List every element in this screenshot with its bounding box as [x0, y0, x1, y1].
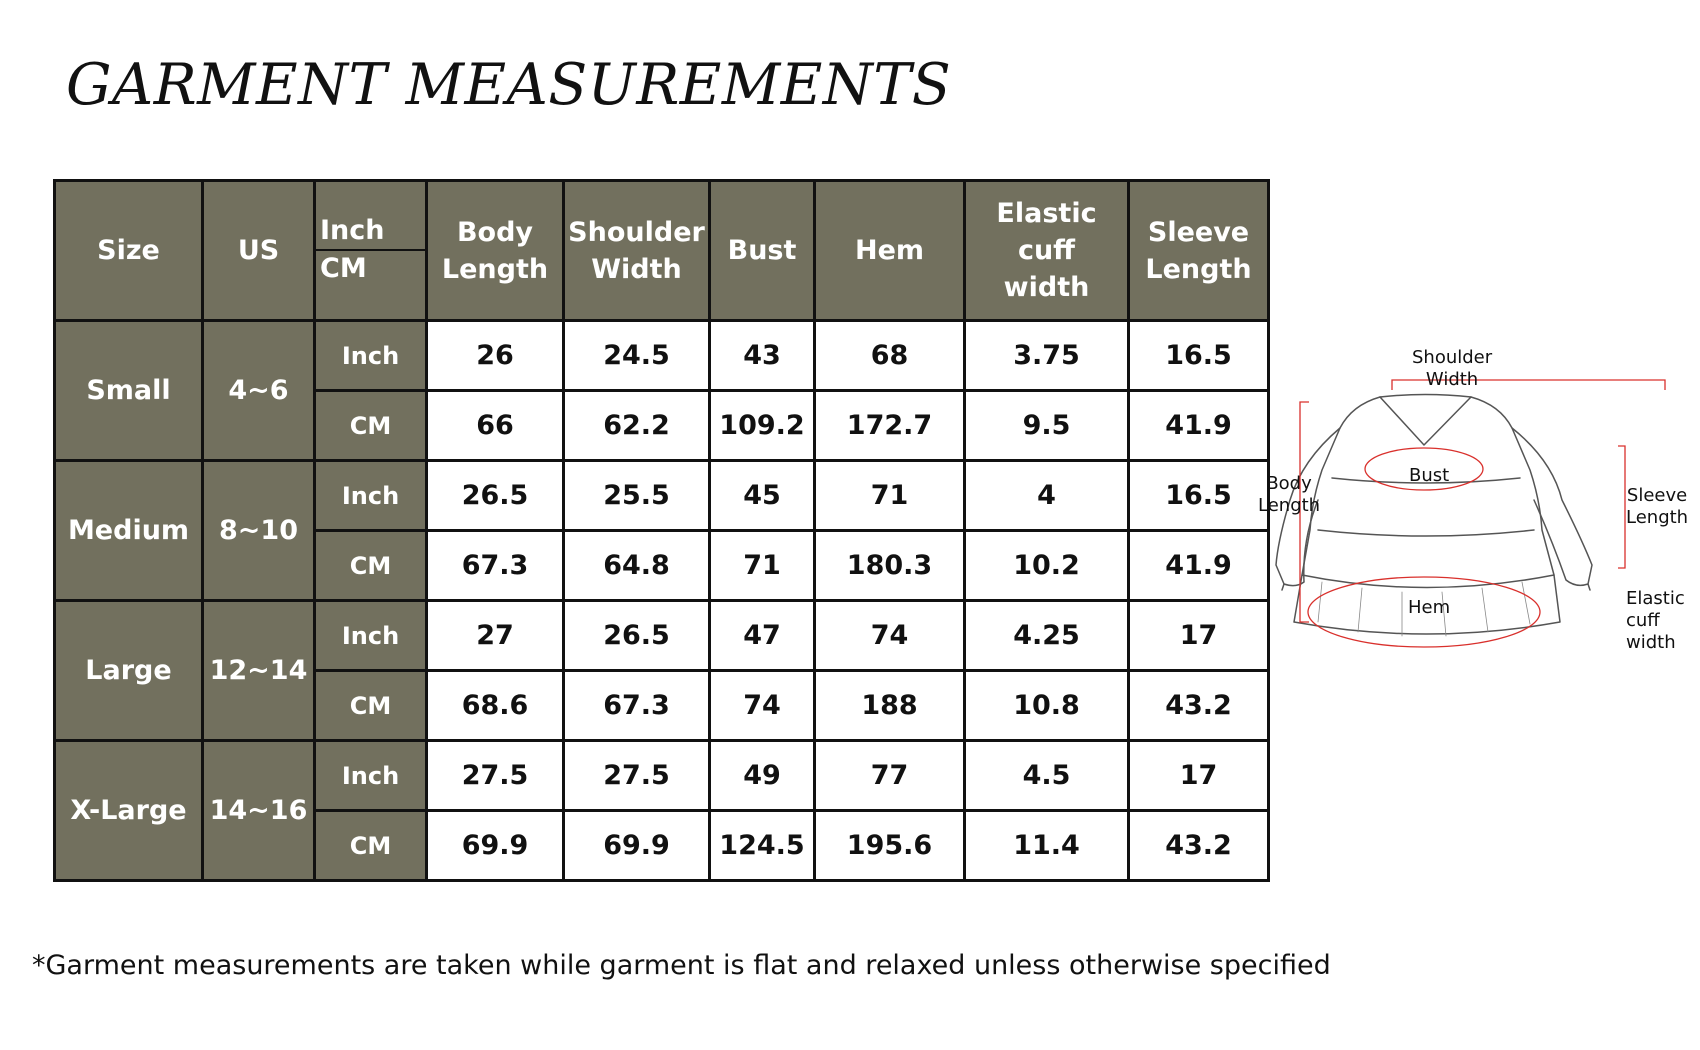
shoulder-width-value: 64.8 [564, 531, 710, 601]
body-length-value: 67.3 [427, 531, 564, 601]
bust-value: 124.5 [710, 811, 815, 881]
shoulder-width-value: 62.2 [564, 391, 710, 461]
body-length-value: 68.6 [427, 671, 564, 741]
shoulder-width-value: 25.5 [564, 461, 710, 531]
size-name: Medium [55, 461, 203, 601]
us-size: 14~16 [203, 741, 315, 881]
elastic-cuff-value: 9.5 [965, 391, 1129, 461]
header-bust: Bust [710, 181, 815, 321]
header-text: Sleeve [1147, 216, 1250, 248]
bust-value: 45 [710, 461, 815, 531]
unit-label: Inch [315, 321, 427, 391]
unit-label: CM [315, 531, 427, 601]
hem-value: 172.7 [815, 391, 965, 461]
elastic-cuff-value: 3.75 [965, 321, 1129, 391]
bust-value: 71 [710, 531, 815, 601]
header-text: width [1003, 272, 1090, 303]
header-elastic-cuff-width [965, 181, 1129, 321]
diagram-label-shoulder-width [1412, 347, 1492, 391]
sleeve-length-value: 41.9 [1129, 391, 1269, 461]
body-length-value: 66 [427, 391, 564, 461]
table-row [55, 461, 1269, 531]
unit-label: Inch [315, 741, 427, 811]
sleeve-length-value: 17 [1129, 601, 1269, 671]
elastic-cuff-value: 4.25 [965, 601, 1129, 671]
bust-value: 47 [710, 601, 815, 671]
header-hem: Hem [815, 181, 965, 321]
header-sleeve-length [1129, 181, 1269, 321]
elastic-cuff-value: 4 [965, 461, 1129, 531]
body-length-value: 26.5 [427, 461, 564, 531]
diagram-label-sleeve-length [1626, 485, 1688, 529]
bust-value: 109.2 [710, 391, 815, 461]
sleeve-length-value: 17 [1129, 741, 1269, 811]
sleeve-length-value: 16.5 [1129, 321, 1269, 391]
bust-value: 74 [710, 671, 815, 741]
unit-label: Inch [315, 461, 427, 531]
size-name: X-Large [55, 741, 203, 881]
bust-value: 43 [710, 321, 815, 391]
header-size: Size [55, 181, 203, 321]
body-length-value: 27 [427, 601, 564, 671]
size-chart-table [53, 179, 1270, 882]
elastic-cuff-value: 11.4 [965, 811, 1129, 881]
table-row [55, 321, 1269, 391]
header-text: Shoulder [568, 216, 705, 248]
sleeve-length-value: 16.5 [1129, 461, 1269, 531]
header-unit [315, 181, 427, 321]
size-name: Small [55, 321, 203, 461]
diagram-label-line: cuff [1626, 610, 1660, 631]
diagram-label-elastic-cuff-width [1626, 588, 1685, 654]
hem-value: 188 [815, 671, 965, 741]
elastic-cuff-value: 4.5 [965, 741, 1129, 811]
diagram-label-line: Length [1258, 495, 1321, 516]
header-body-length [427, 181, 564, 321]
sleeve-length-value: 43.2 [1129, 811, 1269, 881]
diagram-label-line: Shoulder [1412, 347, 1493, 368]
footnote: *Garment measurements are taken while garment is flat and relaxed unless otherwise specified [32, 950, 1331, 981]
shoulder-width-value: 69.9 [564, 811, 710, 881]
sleeve-length-value: 41.9 [1129, 531, 1269, 601]
shoulder-width-value: 24.5 [564, 321, 710, 391]
header-text: Body [456, 216, 534, 248]
header-us: US [203, 181, 315, 321]
size-name: Large [55, 601, 203, 741]
header-text: Width [591, 253, 682, 285]
diagram-label-body-length [1258, 473, 1320, 517]
header-text: Length [1145, 253, 1252, 285]
unit-label: CM [315, 671, 427, 741]
body-length-value: 27.5 [427, 741, 564, 811]
header-row [55, 181, 1269, 321]
hem-value: 71 [815, 461, 965, 531]
unit-label: Inch [315, 601, 427, 671]
hem-value: 77 [815, 741, 965, 811]
diagram-label-line: width [1626, 632, 1676, 653]
unit-label: CM [315, 391, 427, 461]
diagram-label-line: Sleeve [1626, 485, 1688, 506]
header-text: Length [441, 253, 549, 285]
unit-label: CM [315, 811, 427, 881]
garment-diagram [1258, 347, 1700, 680]
hem-value: 180.3 [815, 531, 965, 601]
diagram-label-line: Body [1266, 473, 1312, 494]
elastic-cuff-value: 10.8 [965, 671, 1129, 741]
us-size: 12~14 [203, 601, 315, 741]
hem-value: 68 [815, 321, 965, 391]
body-length-value: 26 [427, 321, 564, 391]
diagram-label-hem: Hem [1408, 597, 1451, 618]
hem-value: 74 [815, 601, 965, 671]
shoulder-width-value: 67.3 [564, 671, 710, 741]
us-size: 4~6 [203, 321, 315, 461]
header-unit-inch: Inch [320, 215, 385, 246]
shoulder-width-value: 26.5 [564, 601, 710, 671]
elastic-cuff-value: 10.2 [965, 531, 1129, 601]
sleeve-length-value: 43.2 [1129, 671, 1269, 741]
diagram-label-line: Elastic [1626, 588, 1685, 609]
header-text: Elastic cuff [996, 198, 1097, 266]
hem-value: 195.6 [815, 811, 965, 881]
diagram-label-line: Width [1425, 369, 1479, 390]
body-length-value: 69.9 [427, 811, 564, 881]
header-unit-cm: CM [320, 253, 367, 284]
bust-value: 49 [710, 741, 815, 811]
table-row [55, 601, 1269, 671]
page-title: GARMENT MEASUREMENTS [66, 52, 952, 118]
table-row [55, 741, 1269, 811]
shoulder-width-value: 27.5 [564, 741, 710, 811]
diagram-label-bust: Bust [1409, 465, 1450, 486]
us-size: 8~10 [203, 461, 315, 601]
diagram-label-line: Length [1626, 507, 1689, 528]
header-shoulder-width [564, 181, 710, 321]
